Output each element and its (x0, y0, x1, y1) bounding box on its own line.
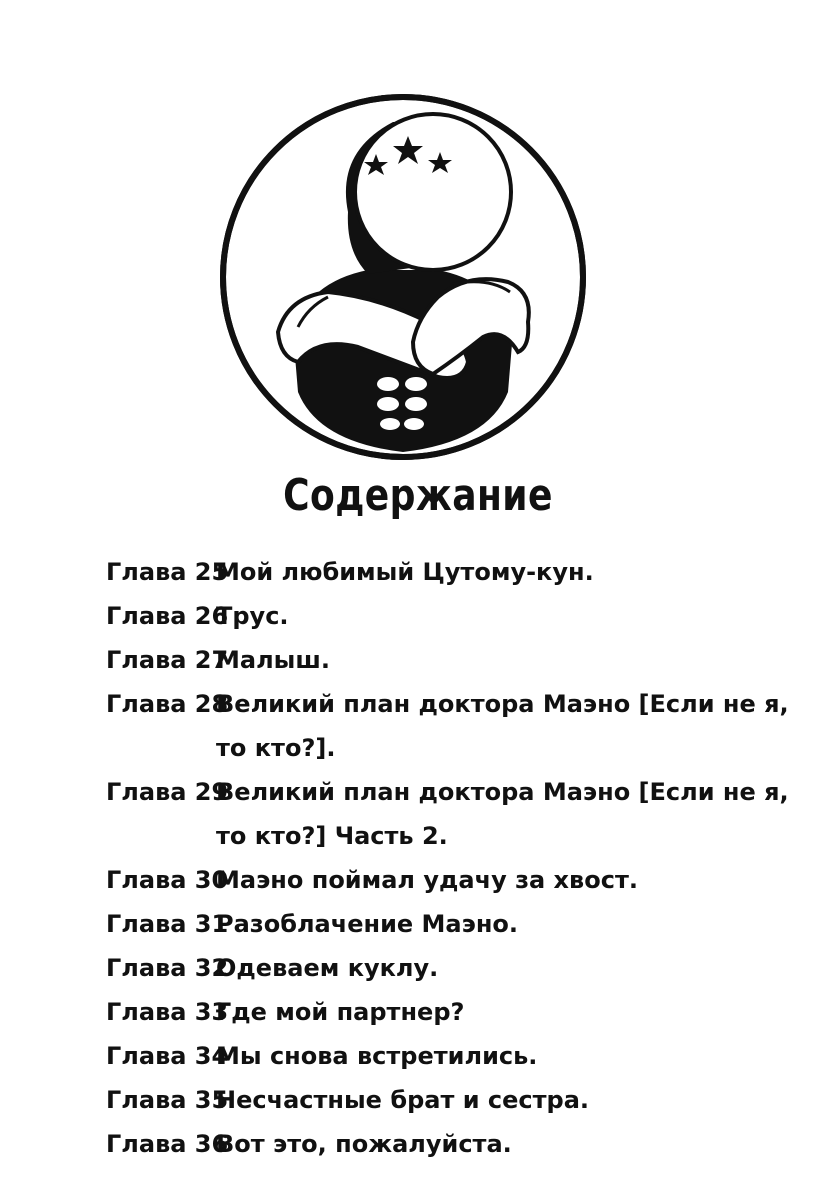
toc-entry[interactable] (106, 1034, 796, 1078)
chapter-title: Где мой партнер? (216, 998, 465, 1026)
toc-entry[interactable] (106, 1078, 796, 1122)
chapter-number: Глава 33 (106, 998, 229, 1026)
chapter-title: Мы снова встретились. (216, 1042, 538, 1070)
page-title: Содержание (283, 470, 553, 521)
toc-entry[interactable] (106, 990, 796, 1034)
chapter-number: Глава 31 (106, 910, 229, 938)
chapter-number: Глава 36 (106, 1130, 229, 1158)
chapter-title: Трус. (216, 602, 289, 630)
toc-entry[interactable] (106, 770, 796, 858)
toc-entry[interactable] (106, 594, 796, 638)
chapter-title: Маэно поймал удачу за хвост. (216, 866, 638, 894)
toc-entry[interactable] (106, 682, 796, 770)
chapter-number: Глава 25 (106, 558, 229, 586)
chapter-number: Глава 30 (106, 866, 229, 894)
crossed-arms-dragonball-icon (218, 92, 588, 462)
chapter-number: Глава 29 (106, 778, 229, 806)
chapter-number: Глава 26 (106, 602, 229, 630)
chapter-title: Мой любимый Цутому-кун. (216, 558, 594, 586)
chapter-title: Великий план доктора Маэно [Если не я, то кто?] Часть 2. (216, 778, 789, 850)
chapter-title: Малыш. (216, 646, 330, 674)
chapter-title: Разоблачение Маэно. (216, 910, 519, 938)
toc-entry[interactable] (106, 858, 796, 902)
chapter-title: Великий план доктора Маэно [Если не я, то кто?]. (216, 690, 789, 762)
chapter-number: Глава 35 (106, 1086, 229, 1114)
table-of-contents (106, 550, 796, 1166)
chapter-title: Несчастные брат и сестра. (216, 1086, 590, 1114)
toc-entry[interactable] (106, 946, 796, 990)
chapter-number: Глава 28 (106, 690, 229, 718)
toc-entry[interactable] (106, 1122, 796, 1166)
chapter-title: Одеваем куклу. (216, 954, 439, 982)
toc-entry[interactable] (106, 902, 796, 946)
chapter-number: Глава 32 (106, 954, 229, 982)
toc-entry[interactable] (106, 638, 796, 682)
chapter-number: Глава 34 (106, 1042, 229, 1070)
chapter-number: Глава 27 (106, 646, 229, 674)
toc-entry[interactable] (106, 550, 796, 594)
chapter-title: Вот это, пожалуйста. (216, 1130, 512, 1158)
